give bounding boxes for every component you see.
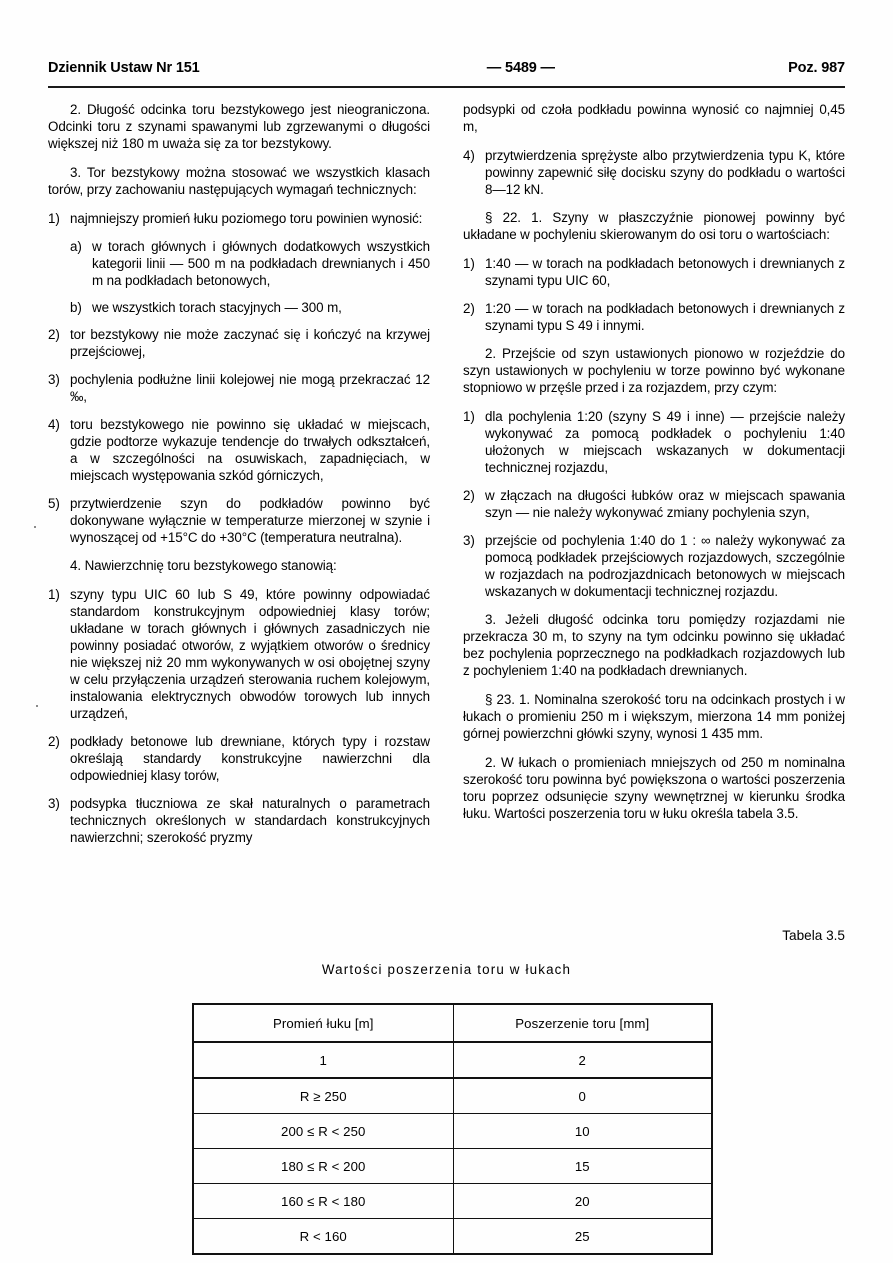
list-item-p3: [463, 532, 845, 600]
list-item-text: 1:20 — w torach na podkładach betonowych i drewnianych z szynami typu S 49 i innymi.: [485, 301, 845, 333]
cell-radius: 200 ≤ R < 250: [193, 1114, 453, 1149]
list-marker: a): [70, 239, 82, 254]
list-item-n3: [48, 795, 430, 846]
list-item-text: 1:40 — w torach na podkładach betonowych i drewnianych z szynami typu UIC 60,: [485, 256, 845, 288]
section-22-paragraph-3: 3. Jeżeli długość odcinka toru pomiędzy rozjazdami nie przekracza 30 m, to szyny na tym odcinku powinno się układać bez pochylenia poprzecznego na podkładkach rozjazdowych lub z pochyleniem 1:40 na podkładach drewnianych.: [463, 612, 845, 678]
table-row: [193, 1219, 712, 1255]
list-item-text: dla pochylenia 1:20 (szyny S 49 i inne) — przejście należy wykonywać za pomocą podkładek o pochyleniu 1:40 ułożonych w miejscach wskazanych w dokumentacji technicznej rozjazdu,: [485, 409, 845, 475]
page-header: [48, 60, 845, 82]
list-item-1b: [48, 299, 430, 316]
cell-widening: 0: [453, 1078, 712, 1114]
list-marker: 1): [48, 587, 60, 602]
cell-radius: 180 ≤ R < 200: [193, 1149, 453, 1184]
table-row: [193, 1184, 712, 1219]
list-marker: 1): [48, 211, 60, 226]
header-page-number: — 5489 —: [486, 60, 555, 76]
list-item-n2: [48, 733, 430, 784]
section-23-paragraph-1: § 23. 1. Nominalna szerokość toru na odcinkach prostych i w łukach o promieniu 250 m i większym, mierzona 14 mm poniżej górnej powierzchni główki szyny, wynosi 1 435 mm.: [463, 692, 845, 741]
list-marker: 2): [463, 488, 475, 503]
table-row: [193, 1114, 712, 1149]
list-marker: b): [70, 300, 82, 315]
table-header-row: [193, 1004, 712, 1042]
list-marker: 4): [463, 148, 475, 163]
list-item-1: [48, 210, 430, 227]
list-item-3: [48, 371, 430, 405]
list-item-text: we wszystkich torach stacyjnych — 300 m,: [92, 300, 342, 315]
list-item-4: [463, 147, 845, 198]
table-container: [192, 1003, 711, 1255]
paragraph-continuation: podsypki od czoła podkładu powinna wynosić co najmniej 0,45 m,: [463, 102, 845, 134]
section-22-paragraph-2: 2. Przejście od szyn ustawionych pionowo w rozjeździe do szyn ustawionych w pochyleniu w torze powinno być wykonane stopniowo w przęśle przed i za rozjazdem, przy czym:: [463, 346, 845, 395]
list-item-text: przejście od pochylenia 1:40 do 1 : ∞ należy wykonywać za pomocą podkładek przejściowych rozjazdowych, szczególnie w rozjazdach na podrozjazdnicach betonowych w miejscach wskazanych w dokumentacji technicznej rozjazdu.: [485, 533, 845, 599]
header-divider-rule: [48, 86, 845, 88]
list-item-text: przytwierdzenie szyn do podkładów powinno być dokonywane wyłącznie w temperaturze mierzonej w szynie i wynoszącej od +15°C do +30°C (temperatura neutralna).: [70, 496, 430, 545]
cell-widening: 15: [453, 1149, 712, 1184]
right-column: [463, 101, 845, 981]
list-item-text: tor bezstykowy nie może zaczynać się i kończyć na krzywej przejściowej,: [70, 327, 430, 359]
table-column-number-row: [193, 1042, 712, 1078]
list-item-1: [463, 255, 845, 289]
list-item-5: [48, 495, 430, 546]
cell-widening: 10: [453, 1114, 712, 1149]
list-item-text: w złączach na długości łubków oraz w miejscach spawania szyn — nie należy wykonywać zmiany pochylenia szyn,: [485, 488, 845, 520]
list-item-p1: [463, 408, 845, 476]
list-item-text: szyny typu UIC 60 lub S 49, które powinny odpowiadać standardom konstrukcyjnym odpowiedniej klasy torów; układane w torach głównych i głównych zasadniczych nie powinny posiadać otworów, z wyjątkiem otworów o średnicy nie większej niż 20 mm wykonywanych w osi obojętnej szyny w celu przyłączenia urządzeń sterowania ruchem kolejowym, instalowania elektrycznych obwodów torowych lub innych urządzeń,: [70, 587, 430, 721]
list-marker: 3): [48, 796, 60, 811]
paragraph-2: 2. Długość odcinka toru bezstykowego jest nieograniczona. Odcinki toru z szynami spawanymi lub zgrzewanymi o długości większej niż 180 m uważa się za tor bezstykowy.: [48, 102, 430, 151]
list-item-2: [463, 300, 845, 334]
list-item-text: podsypka tłuczniowa ze skał naturalnych o parametrach technicznych określonych w standardach konstrukcyjnych nawierzchni; szerokość pryzmy: [70, 796, 430, 845]
list-item-text: toru bezstykowego nie powinno się układać w miejscach, gdzie podtorze wykazuje tendencje do trwałych odkształceń, a w szczególności na osuwiskach, zapadnięciach, w miejscach występowania szkód górniczych,: [70, 417, 430, 483]
scan-artifact: [36, 705, 38, 707]
column-header-radius: Promień łuku [m]: [193, 1004, 453, 1042]
column-header-widening: Poszerzenie toru [mm]: [453, 1004, 712, 1042]
table-row: [193, 1149, 712, 1184]
cell-widening: 20: [453, 1184, 712, 1219]
list-marker: 3): [463, 533, 475, 548]
list-marker: 2): [463, 301, 475, 316]
header-item-number: Poz. 987: [788, 60, 845, 76]
list-marker: 1): [463, 409, 475, 424]
list-marker: 1): [463, 256, 475, 271]
list-marker: 3): [48, 372, 60, 387]
list-item-n1: [48, 586, 430, 722]
section-22-paragraph-1: § 22. 1. Szyny w płaszczyźnie pionowej powinny być układane w pochyleniu skierowanym do osi toru o wartościach:: [463, 210, 845, 242]
list-item-text: przytwierdzenia sprężyste albo przytwierdzenia typu K, które powinny zapewnić siłę docisku szyny do podkładu o wartości 8—12 kN.: [485, 148, 845, 197]
list-marker: 5): [48, 496, 60, 511]
left-column: [48, 101, 430, 981]
body-columns: [48, 101, 845, 981]
list-item-2: [48, 326, 430, 360]
cell-radius: 160 ≤ R < 180: [193, 1184, 453, 1219]
section-23-paragraph-2: 2. W łukach o promieniach mniejszych od 250 m nominalna szerokość toru powinna być powiększona o wartości poszerzenia toru poprzez odsunięcie szyny wewnętrznej w kierunku środka łuku. Wartości poszerzenia toru w łuku określa tabela 3.5.: [463, 755, 845, 821]
list-marker: 2): [48, 327, 60, 342]
paragraph-4: 4. Nawierzchnię toru bezstykowego stanowią:: [70, 558, 337, 573]
table-row: [193, 1078, 712, 1114]
list-item-4: [48, 416, 430, 484]
table-number-label: Tabela 3.5: [782, 928, 845, 943]
list-item-text: najmniejszy promień łuku poziomego toru powinien wynosić:: [70, 211, 423, 226]
list-item-text: w torach głównych i głównych dodatkowych wszystkich kategorii linii — 500 m na podkładach drewnianych i 450 m na podkładach betonowych,: [92, 239, 430, 288]
list-marker: 4): [48, 417, 60, 432]
paragraph-3: 3. Tor bezstykowy można stosować we wszystkich klasach torów, przy zachowaniu następujących wymagań technicznych:: [48, 165, 430, 197]
list-item-text: podkłady betonowe lub drewniane, których typy i rozstaw określają standardy konstrukcyjne nawierzchni dla odpowiedniej klasy torów,: [70, 734, 430, 783]
header-journal-title: Dziennik Ustaw Nr 151: [48, 60, 200, 76]
scan-artifact: [34, 526, 36, 528]
cell-radius: R < 160: [193, 1219, 453, 1255]
cell-radius: R ≥ 250: [193, 1078, 453, 1114]
list-item-p2: [463, 487, 845, 521]
column-number-2: 2: [453, 1042, 712, 1078]
widening-values-table: [192, 1003, 713, 1255]
list-item-text: pochylenia podłużne linii kolejowej nie mogą przekraczać 12 ‰,: [70, 372, 430, 404]
list-marker: 2): [48, 734, 60, 749]
list-item-1a: [48, 238, 430, 289]
table-title: Wartości poszerzenia toru w łukach: [321, 962, 572, 977]
cell-widening: 25: [453, 1219, 712, 1255]
column-number-1: 1: [193, 1042, 453, 1078]
